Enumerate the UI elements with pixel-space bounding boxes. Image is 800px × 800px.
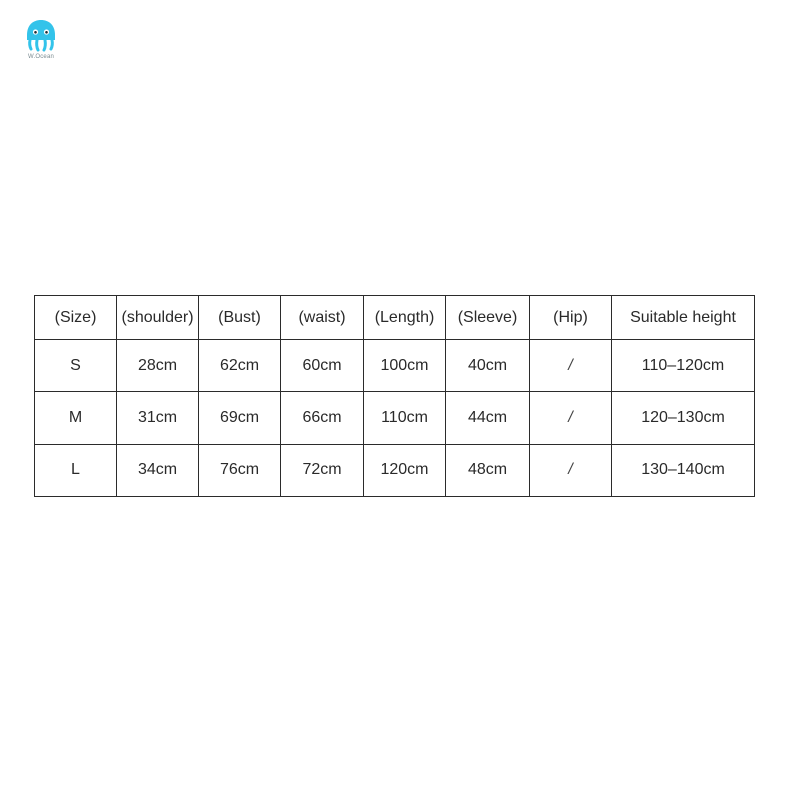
shoulder-cell: 31cm [117, 392, 199, 444]
sleeve-cell: 40cm [446, 340, 530, 392]
suitable-height-cell: 120–130cm [612, 392, 755, 444]
table-row [35, 340, 755, 392]
shoulder-cell: 28cm [117, 340, 199, 392]
bust-cell: 76cm [199, 444, 281, 496]
size-cell: M [35, 392, 117, 444]
hip-cell: / [530, 444, 612, 496]
table-row [35, 444, 755, 496]
hip-cell: / [530, 392, 612, 444]
waist-cell: 60cm [281, 340, 364, 392]
waist-cell: 66cm [281, 392, 364, 444]
suitable-height-cell: 130–140cm [612, 444, 755, 496]
sleeve-cell: 44cm [446, 392, 530, 444]
bust-cell: 69cm [199, 392, 281, 444]
length-cell: 110cm [364, 392, 446, 444]
sleeve-cell: 48cm [446, 444, 530, 496]
shoulder-cell: 34cm [117, 444, 199, 496]
header-hip: (Hip) [530, 296, 612, 340]
size-chart-table [34, 295, 755, 497]
header-sleeve: (Sleeve) [446, 296, 530, 340]
length-cell: 120cm [364, 444, 446, 496]
header-size: (Size) [35, 296, 117, 340]
header-waist: (waist) [281, 296, 364, 340]
hip-cell: / [530, 340, 612, 392]
size-cell: L [35, 444, 117, 496]
jellyfish-icon [24, 18, 58, 54]
logo-text: W.Ocean [27, 54, 55, 60]
header-row [35, 296, 755, 340]
bust-cell: 62cm [199, 340, 281, 392]
table-row [35, 392, 755, 444]
header-bust: (Bust) [199, 296, 281, 340]
waist-cell: 72cm [281, 444, 364, 496]
size-cell: S [35, 340, 117, 392]
header-length: (Length) [364, 296, 446, 340]
length-cell: 100cm [364, 340, 446, 392]
header-shoulder: (shoulder) [117, 296, 199, 340]
header-suitable-height: Suitable height [612, 296, 755, 340]
suitable-height-cell: 110–120cm [612, 340, 755, 392]
brand-logo [24, 18, 58, 62]
